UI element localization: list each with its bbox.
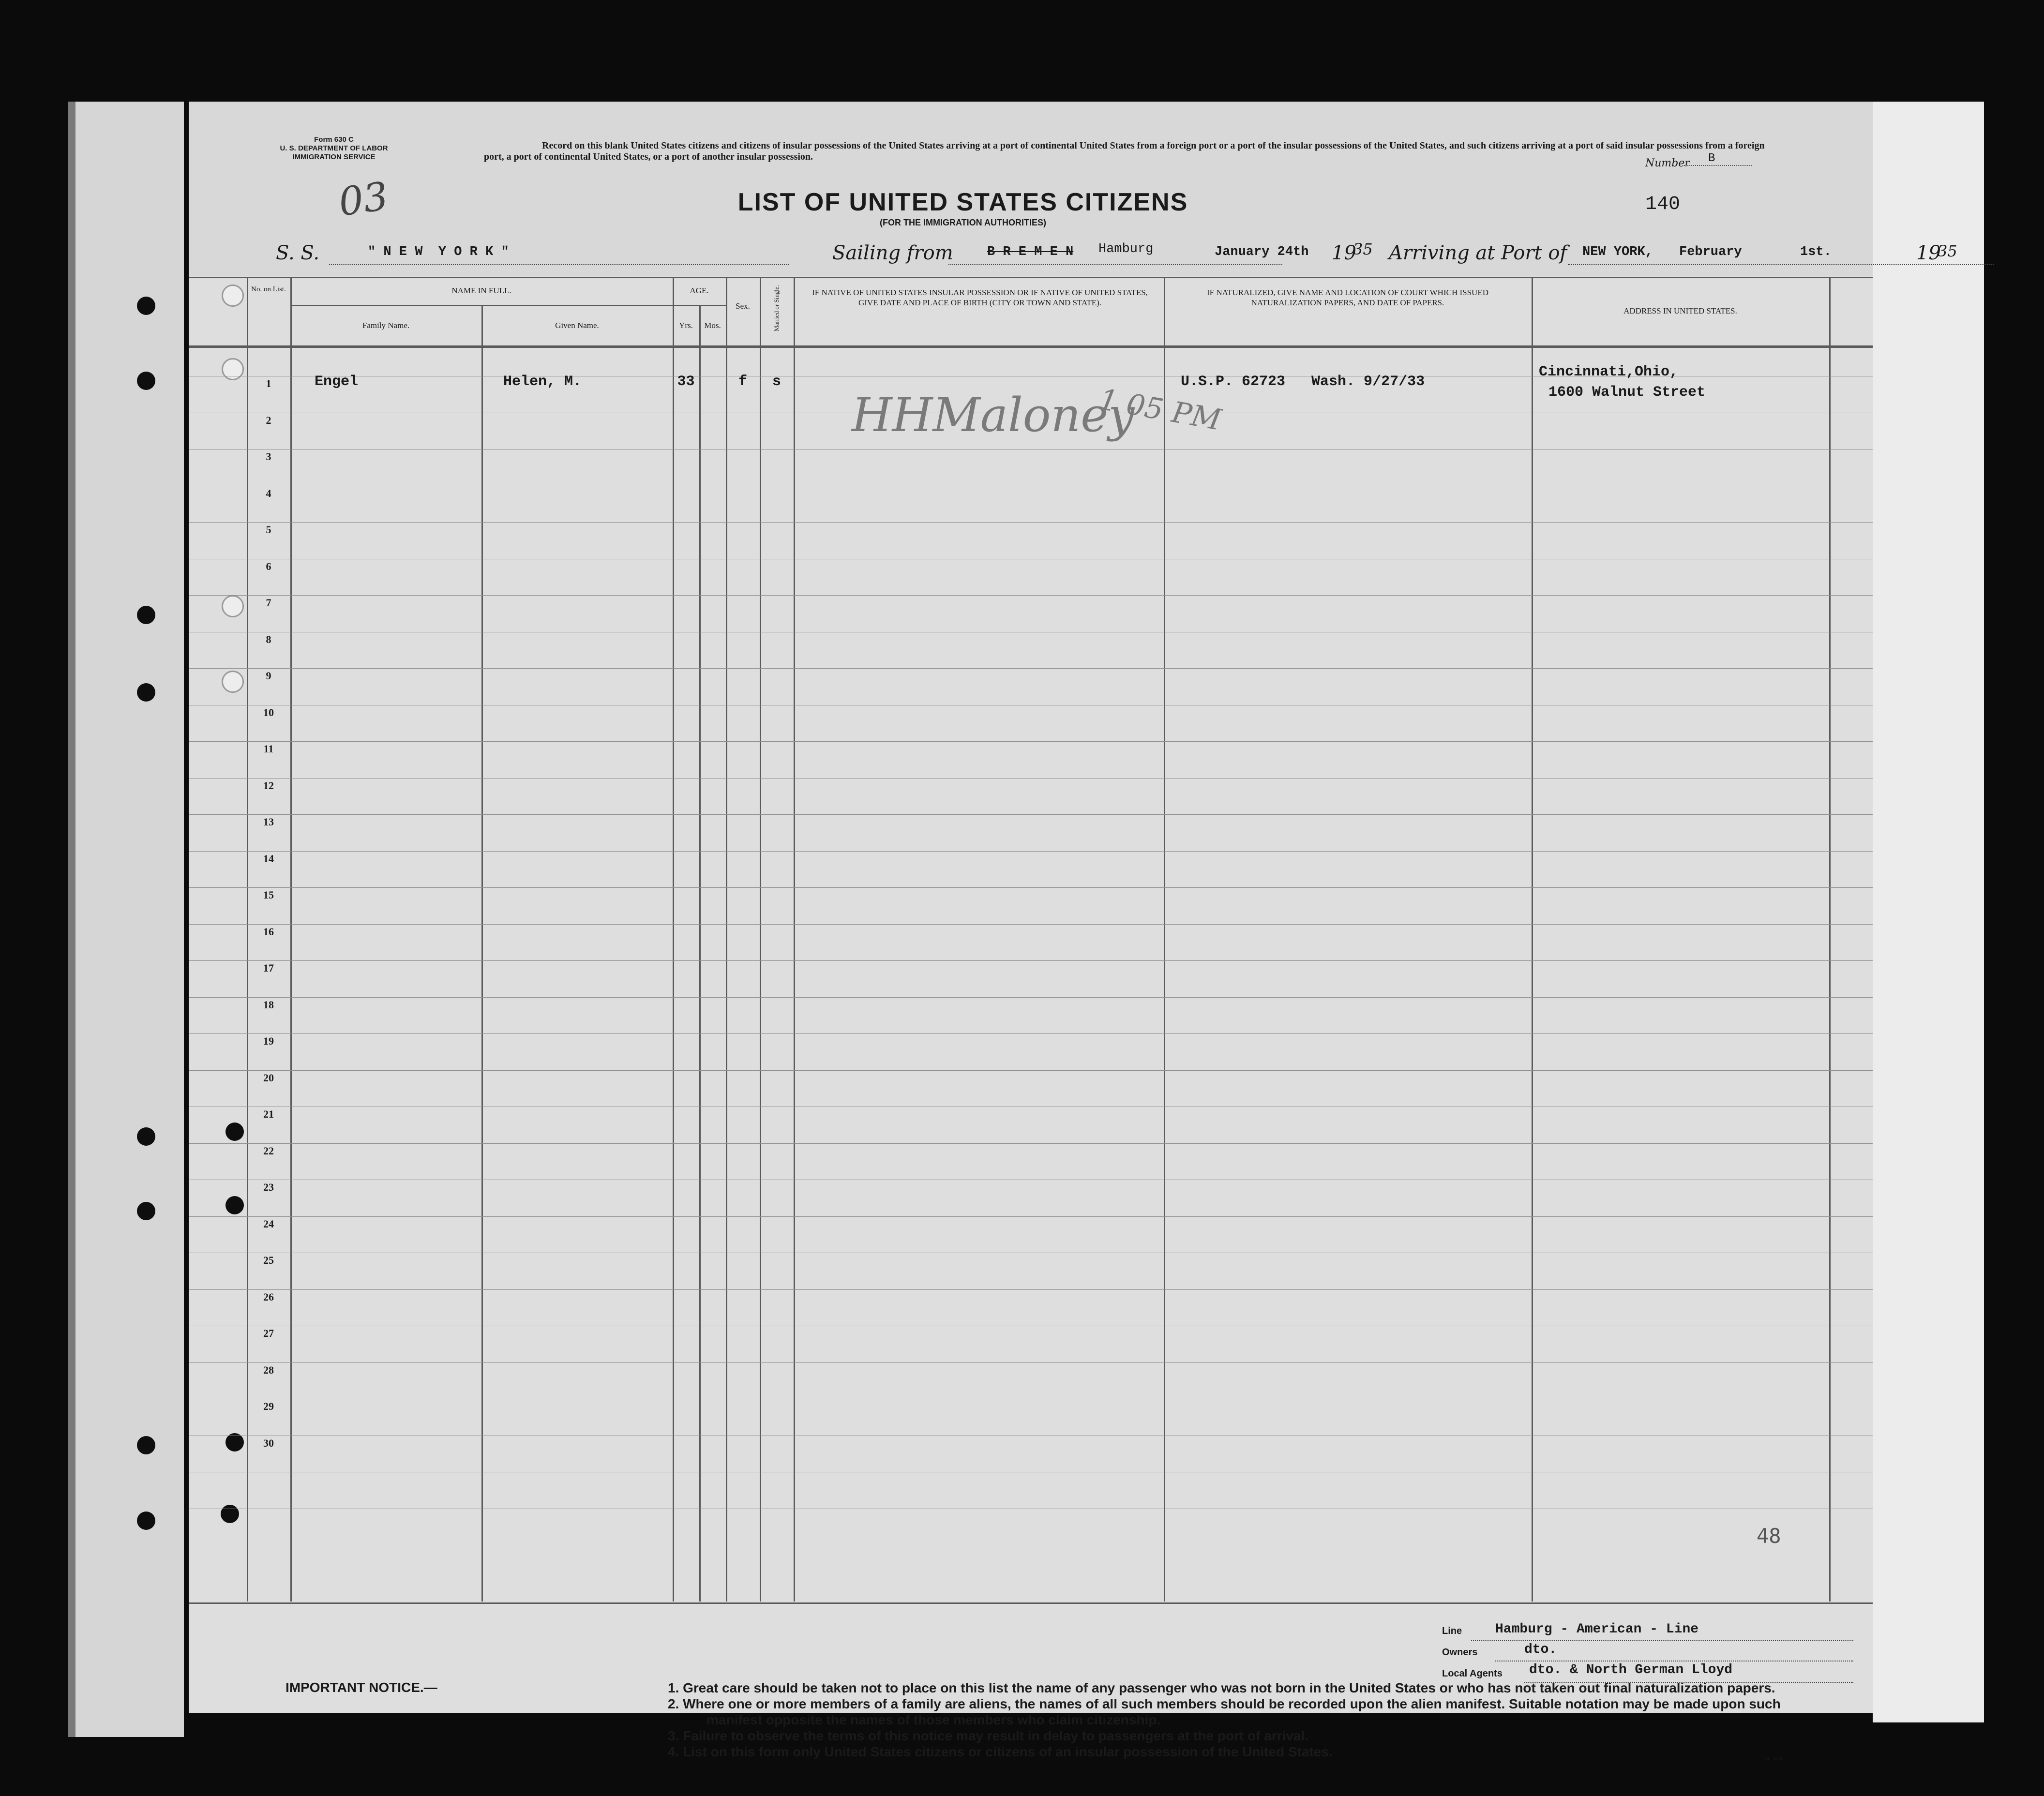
punch-hole bbox=[137, 1127, 155, 1146]
handwritten-mark: 03 bbox=[336, 173, 391, 225]
row1-naturalized: U.S.P. 62723 Wash. 9/27/33 bbox=[1181, 374, 1425, 390]
row-rule bbox=[189, 1289, 1873, 1290]
punch-hole bbox=[137, 683, 155, 702]
number-label: Number bbox=[1645, 157, 1690, 169]
row-number: 1 bbox=[266, 377, 271, 389]
row-number: 6 bbox=[266, 560, 271, 572]
row-number: 30 bbox=[263, 1437, 274, 1449]
row-number: 15 bbox=[263, 889, 274, 901]
row-rule bbox=[189, 851, 1873, 852]
column-divider bbox=[290, 277, 292, 1601]
notice-title: IMPORTANT NOTICE.— bbox=[286, 1680, 437, 1695]
ss-label: S. S. bbox=[276, 242, 320, 264]
col-no-on-list: No. on List. bbox=[251, 285, 286, 293]
column-divider bbox=[1829, 277, 1831, 1601]
row1-family-name: Engel bbox=[315, 374, 359, 390]
col-given-name: Given Name. bbox=[555, 321, 599, 330]
row-rule bbox=[189, 595, 1873, 596]
row1-address-line1: Cincinnati,Ohio, bbox=[1539, 364, 1679, 380]
row-number: 4 bbox=[266, 487, 271, 499]
form-line: U. S. DEPARTMENT OF LABOR bbox=[280, 144, 388, 152]
col-married-single: Married or Single. bbox=[773, 285, 780, 331]
row-number: 27 bbox=[263, 1327, 274, 1339]
row1-married: s bbox=[772, 374, 781, 390]
header-bottom-rule bbox=[189, 345, 1873, 348]
row-rule bbox=[189, 668, 1873, 669]
row-number: 12 bbox=[263, 779, 274, 792]
row-number: 20 bbox=[263, 1071, 274, 1084]
row-number: 19 bbox=[263, 1035, 274, 1047]
struck-port: B R E M E N bbox=[987, 245, 1074, 259]
row-number: 11 bbox=[263, 743, 274, 755]
footer-top-rule bbox=[189, 1602, 1873, 1604]
row-number: 5 bbox=[266, 524, 271, 536]
backing-sheet bbox=[1873, 102, 1984, 1722]
row-number: 16 bbox=[263, 925, 274, 938]
row-number: 22 bbox=[263, 1144, 274, 1157]
row-number: 17 bbox=[263, 962, 274, 974]
sailing-date: January 24th bbox=[1215, 245, 1309, 259]
dotted-rule bbox=[1471, 1640, 1853, 1641]
row1-yrs: 33 bbox=[677, 374, 695, 390]
punch-hole bbox=[137, 297, 155, 315]
row-number: 18 bbox=[263, 998, 274, 1011]
col-sex: Sex. bbox=[736, 301, 750, 311]
row-rule bbox=[189, 814, 1873, 815]
row-number: 26 bbox=[263, 1290, 274, 1303]
record-instructions: Record on this blank United States citizens and citizens of insular possessions of the United States arriving at a port of continental United States from a foreign port or a port of the insular possessions of the United States, and such citizens arriving at a port of said insular possessions from a foreign port, a port of continental United States, or a port of another insular possession. bbox=[484, 140, 1765, 162]
col-mos: Mos. bbox=[704, 321, 721, 330]
arrival-date: February bbox=[1679, 245, 1742, 259]
manifest-sheet bbox=[189, 102, 1957, 1762]
agents-value: dto. & North German Lloyd bbox=[1529, 1662, 1733, 1677]
dotted-rule bbox=[329, 264, 789, 265]
owners-value: dto. bbox=[1524, 1642, 1557, 1657]
col-native-birth: IF NATIVE OF UNITED STATES INSULAR POSSESSION OR IF NATIVE OF UNITED STATES, GIVE DATE AND PLACE OF BIRTH (CITY OR TOWN AND STATE). bbox=[812, 288, 1148, 307]
arrival-year-suffix: 35 bbox=[1938, 242, 1957, 260]
punch-hole bbox=[137, 1202, 155, 1220]
column-divider bbox=[699, 305, 701, 1601]
number-value: B bbox=[1684, 152, 1752, 166]
col-naturalized: IF NATURALIZED, GIVE NAME AND LOCATION OF COURT WHICH ISSUED NATURALIZATION PAPERS, AND DATE OF PAPERS. bbox=[1206, 288, 1488, 307]
row-number: 28 bbox=[263, 1363, 274, 1376]
inspector-signature: HHMaloney bbox=[852, 388, 1135, 442]
column-divider bbox=[1532, 277, 1533, 1601]
col-family-name: Family Name. bbox=[362, 321, 410, 330]
row-rule bbox=[189, 741, 1873, 742]
col-address: ADDRESS IN UNITED STATES. bbox=[1623, 306, 1737, 315]
page-count: 48 bbox=[1757, 1524, 1781, 1548]
punch-hole bbox=[137, 372, 155, 390]
row-number: 23 bbox=[263, 1181, 274, 1193]
row1-given-name: Helen, M. bbox=[503, 374, 582, 390]
form-line: IMMIGRATION SERVICE bbox=[292, 153, 376, 161]
row-number: 14 bbox=[263, 852, 274, 865]
punch-hole bbox=[137, 1436, 155, 1454]
row-number: 7 bbox=[266, 597, 271, 609]
print-code: 14—808 bbox=[1764, 1756, 1782, 1762]
column-divider bbox=[760, 277, 761, 1601]
row-rule bbox=[189, 1033, 1873, 1034]
row-number: 13 bbox=[263, 816, 274, 828]
row-rule bbox=[189, 887, 1873, 888]
row-rule bbox=[189, 924, 1873, 925]
row1-sex: f bbox=[738, 374, 747, 390]
column-divider bbox=[726, 277, 727, 1601]
sailing-year-suffix: 35 bbox=[1353, 240, 1373, 258]
arrival-port: NEW YORK, bbox=[1582, 245, 1653, 259]
dotted-rule bbox=[948, 264, 1282, 265]
punch-hole bbox=[137, 606, 155, 624]
row1-address-line2: 1600 Walnut Street bbox=[1548, 384, 1706, 401]
binder-edge bbox=[68, 102, 75, 1737]
page-subtitle: (FOR THE IMMIGRATION AUTHORITIES) bbox=[880, 218, 1046, 227]
row-rule bbox=[189, 1070, 1873, 1071]
sheet-number: 140 bbox=[1645, 194, 1681, 215]
row-number: 24 bbox=[263, 1217, 274, 1230]
notice-item-2: 2. Where one or more members of a family are aliens, the names of all such members should be recorded upon the alien manifest. Suitable notation may be made upon such bbox=[668, 1696, 1781, 1711]
dotted-rule bbox=[1568, 264, 1994, 265]
column-divider bbox=[794, 277, 795, 1601]
row-rule bbox=[189, 960, 1873, 961]
sailing-label: Sailing from bbox=[832, 242, 953, 264]
name-subrule bbox=[290, 305, 677, 306]
row-rule bbox=[189, 1143, 1873, 1144]
page-title: LIST OF UNITED STATES CITIZENS bbox=[737, 188, 1188, 216]
row-rule bbox=[189, 997, 1873, 998]
form-number bbox=[242, 135, 426, 162]
row-number: 9 bbox=[266, 670, 271, 682]
notice-item-2-continued: manifest opposite the names of those members who claim citizenship. bbox=[706, 1712, 1161, 1727]
row-number: 25 bbox=[263, 1254, 274, 1266]
agents-label: Local Agents bbox=[1442, 1668, 1503, 1679]
row-number: 8 bbox=[266, 633, 271, 645]
row-rule bbox=[189, 522, 1873, 523]
notice-item-1: 1. Great care should be taken not to place on this list the name of any passenger who was not born in the United States or who has not taken out final naturalization papers. bbox=[668, 1680, 1775, 1695]
notice-item-3: 3. Failure to observe the terms of this notice may result in delay to passengers at the port of arrival. bbox=[668, 1728, 1309, 1743]
row-rule bbox=[189, 1216, 1873, 1217]
row-number: 10 bbox=[263, 706, 274, 718]
ship-name: " N E W Y O R K " bbox=[368, 245, 509, 259]
punch-hole bbox=[137, 1512, 155, 1530]
arrival-day: 1st. bbox=[1800, 245, 1832, 259]
passenger-table bbox=[189, 277, 1873, 1601]
line-value: Hamburg - American - Line bbox=[1495, 1622, 1699, 1637]
arriving-label: Arriving at Port of bbox=[1389, 242, 1567, 264]
time-note: 1 05 PM bbox=[1096, 382, 1224, 437]
row-rule bbox=[189, 1362, 1873, 1363]
owners-label: Owners bbox=[1442, 1647, 1478, 1658]
sailing-port: Hamburg bbox=[1098, 242, 1154, 256]
line-label: Line bbox=[1442, 1626, 1462, 1636]
notice-list bbox=[668, 1680, 2032, 1760]
binder-strip bbox=[68, 102, 184, 1737]
column-divider bbox=[1164, 277, 1165, 1601]
notice-item-4: 4. List on this form only United States citizens or citizens of an insular possession of the United States. bbox=[668, 1744, 1333, 1759]
sailing-year-prefix: 19 bbox=[1332, 242, 1356, 264]
arrival-year-prefix: 19 bbox=[1916, 242, 1941, 264]
column-divider bbox=[673, 277, 674, 1601]
col-age: AGE. bbox=[690, 286, 709, 295]
col-yrs: Yrs. bbox=[679, 321, 693, 330]
row-number: 21 bbox=[263, 1108, 274, 1120]
row-number: 2 bbox=[266, 414, 271, 426]
row-number: 29 bbox=[263, 1400, 274, 1412]
col-name-in-full: NAME IN FULL. bbox=[451, 286, 511, 295]
form-line: Form 630 C bbox=[314, 135, 354, 144]
column-divider bbox=[481, 305, 483, 1601]
voyage-line bbox=[276, 240, 1957, 273]
table-top-rule bbox=[189, 277, 1873, 278]
row-number: 3 bbox=[266, 450, 271, 463]
